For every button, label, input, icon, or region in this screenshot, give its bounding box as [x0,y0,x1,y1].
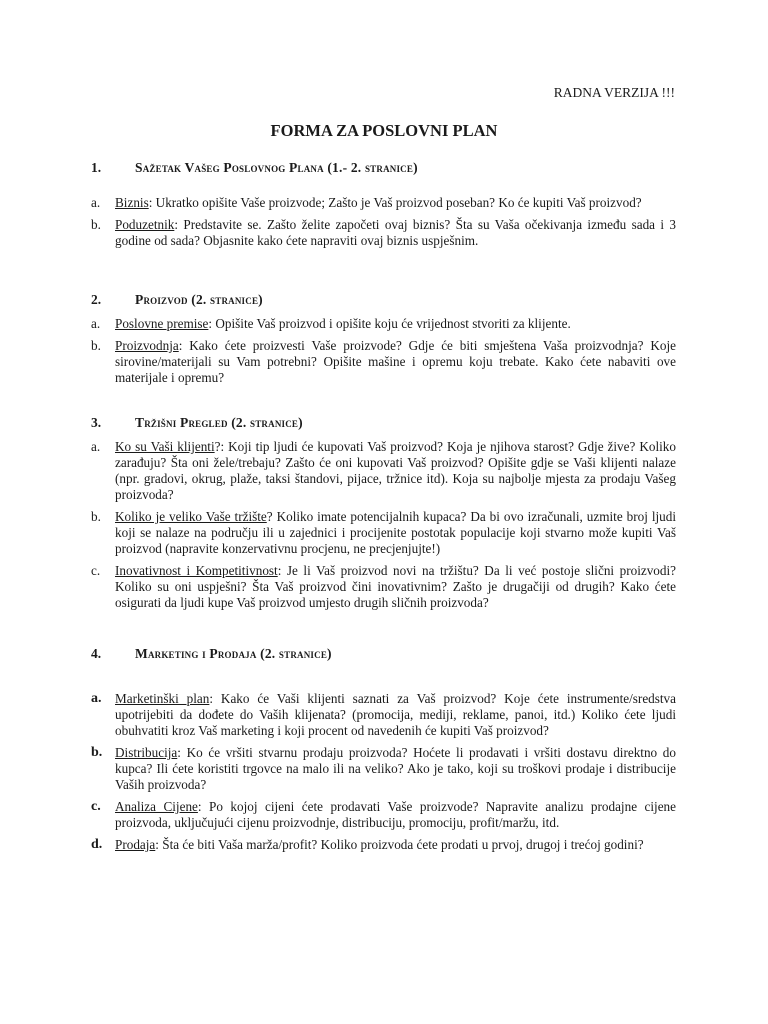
item-term: Ko su Vaši klijenti [115,439,215,454]
item-text: : Ko će vršiti stvarnu prodaju proizvoda? Hoćete li prodavati i vršiti dostavu direktno do kupca? Ili ćete koristiti trgovce na malo ili na veliko? Ako je tako, koji su troškovi prodaje i distribucije Vaših proizvoda? [115,745,676,792]
section-heading [91,415,676,431]
draft-status-label: RADNA VERZIJA !!! [553,85,675,100]
section-title: Sažetak Vašeg Poslovnog Plana (1.- 2. stranice) [135,160,418,175]
item-term: Marketinški plan [115,691,210,706]
list-item [91,799,676,831]
item-term: Inovativnost i Kompetitivnost [115,563,278,578]
item-text: : Predstavite se. Zašto želite započeti ovaj biznis? Šta su Vaša očekivanja između sada i 3 godine od sada? Objasnite kako ćete napraviti ovaj biznis uspješnim. [115,217,676,248]
item-body [115,563,676,611]
item-letter: b. [91,338,101,353]
section-number: 3. [91,415,102,430]
list-item [91,195,676,211]
list-item [91,745,676,793]
section-4 [91,646,676,853]
item-text: : Je li Vaš proizvod novi na tržištu? Da li već postoje slični proizvodi? Koliko su oni uspješni? Šta Vaš proizvod čini inovativnim? Zašto je drugačiji od drugih? Kako ćete osigurati da ljudi kupe Vaš proizvod umjesto drugih sličnih proizvoda? [115,563,677,610]
item-letter: b. [91,217,101,232]
section-number: 4. [91,646,102,661]
item-text: : Kako ćete proizvesti Vaše proizvode? Gdje će biti smještena Vaša proizvodnja? Koje sirovine/materijali su Vam potrebni? Opišite mašine i opremu koju trebate. Kako ćete nabaviti ove materijale i opremu? [115,338,676,385]
section-2 [91,292,676,386]
item-body [115,316,676,332]
list-item [91,338,676,386]
item-letter: a. [91,439,101,454]
section-1 [91,160,676,249]
item-term: Koliko je veliko Vaše tržište [115,509,267,524]
item-letter: c. [91,799,101,814]
section-title: Proizvod (2. stranice) [135,292,263,307]
item-body [115,799,676,831]
item-text: ? Koliko imate potencijalnih kupaca? Da bi ovo izračunali, uzmite broj ljudi koji se nalaze na području ili u zajednici i procijenite postotak populacije koji stvarno može kupiti Vaš proizvod (napravite konzervativnu procjenu, ne precjenjujte!) [115,509,676,556]
list-item [91,439,676,503]
list-item [91,316,676,332]
list-item [91,217,676,249]
item-letter: d. [91,837,103,852]
item-text: : Kako će Vaši klijenti saznati za Vaš proizvod? Koje ćete instrumente/sredstva upotrijebiti da dođete do Vaših klijenata? (promocija, mediji, reklame, panoi, itd.) Koliko ćete ljudi obuhvatiti kroz Vaš marketing i koji procent od navedenih će kupiti Vaš proizvod? [115,691,677,738]
item-letter: a. [91,195,101,210]
item-term: Poduzetnik [115,217,175,232]
item-text: ?: Koji tip ljudi će kupovati Vaš proizvod? Koja je njihova starost? Gdje žive? Koliko zarađuju? Šta oni žele/trebaju? Zašto će oni kupovati Vaš proizvod? Opišite gdje se Vaši klijenti nalaze (npr. gradovi, okrug, plaže, taksi štandovi, pijace, tržnice itd). Koja su najbolje mjesta za prodaju Vašeg proizvoda? [115,439,676,502]
item-letter: a. [91,691,102,706]
section-heading [91,292,676,308]
section-3 [91,415,676,611]
item-term: Analiza Cijene [115,799,198,814]
item-body [115,217,676,249]
item-body [115,691,676,739]
item-term: Distribucija [115,745,178,760]
section-heading [91,646,676,662]
item-letter: c. [91,563,101,578]
item-term: Proizvodnja [115,338,179,353]
item-letter: a. [91,316,101,331]
section-title: Marketing i Prodaja (2. stranice) [135,646,332,661]
item-body [115,338,676,386]
section-number: 1. [91,160,102,175]
document-title: FORMA ZA POSLOVNI PLAN [270,121,498,140]
item-text: : Opišite Vaš proizvod i opišite koju će vrijednost stvoriti za klijente. [208,316,571,331]
item-letter: b. [91,509,101,524]
item-letter: b. [91,745,103,760]
item-body [115,837,676,853]
item-body [115,195,676,211]
item-term: Poslovne premise [115,316,209,331]
item-text: : Po kojoj cijeni ćete prodavati Vaše proizvode? Napravite analizu prodajne cijene proizvoda, uključujući cijenu proizvodnje, distribuciju, promociju, profit/maržu, itd. [115,799,676,830]
section-number: 2. [91,292,102,307]
list-item [91,691,676,739]
item-body [115,509,676,557]
list-item [91,509,676,557]
item-body [115,745,676,793]
item-text: : Ukratko opišite Vaše proizvode; Zašto je Vaš proizvod poseban? Ko će kupiti Vaš proizvod? [148,195,642,210]
section-title: Tržišni Pregled (2. stranice) [135,415,303,430]
item-term: Biznis [115,195,149,210]
section-heading [91,160,676,176]
list-item [91,837,676,853]
list-item [91,563,676,611]
item-body [115,439,676,503]
item-text: : Šta će biti Vaša marža/profit? Koliko proizvoda ćete prodati u prvoj, drugoj i trećoj godini? [155,837,644,852]
item-term: Prodaja [115,837,156,852]
